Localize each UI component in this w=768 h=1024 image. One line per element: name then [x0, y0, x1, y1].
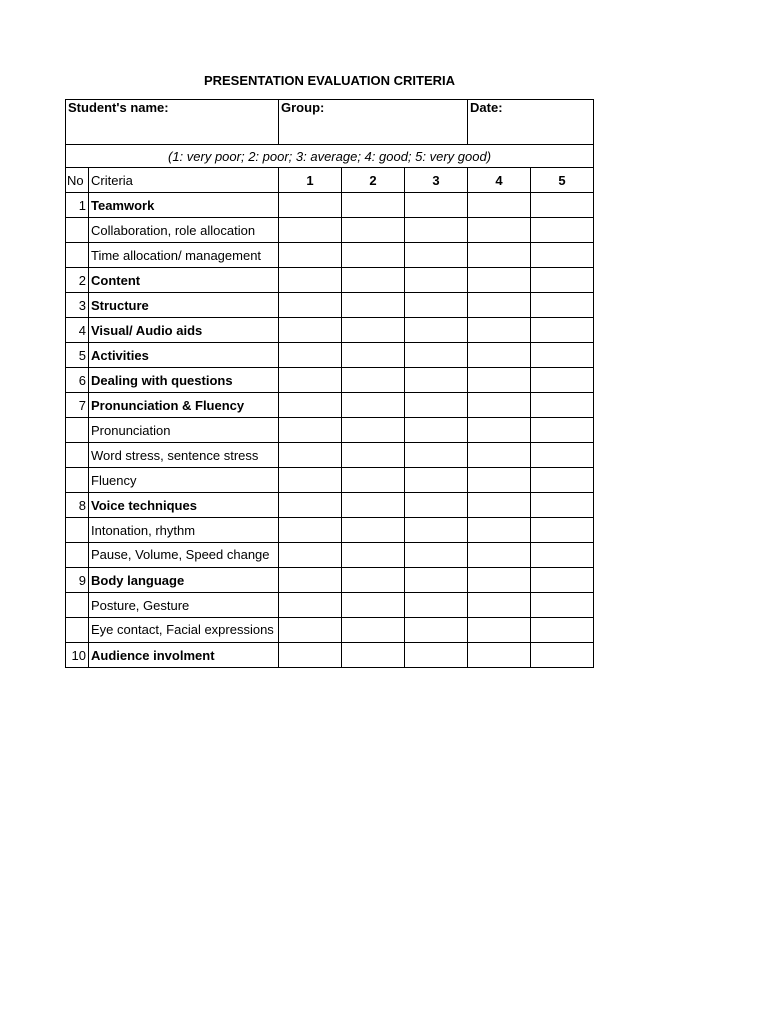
table-row [66, 568, 594, 593]
score-cell-3[interactable] [405, 593, 468, 618]
criterion-label: Pronunciation [89, 418, 279, 443]
table-row [66, 243, 594, 268]
score-cell-1[interactable] [279, 343, 342, 368]
score-cell-2[interactable] [342, 643, 405, 668]
score-cell-2[interactable] [342, 343, 405, 368]
score-cell-1[interactable] [279, 218, 342, 243]
criterion-label: Teamwork [89, 193, 279, 218]
score-cell-1[interactable] [279, 568, 342, 593]
criterion-label: Collaboration, role allocation [89, 218, 279, 243]
score-cell-3[interactable] [405, 643, 468, 668]
scale-row [66, 145, 594, 168]
score-cell-4[interactable] [468, 368, 531, 393]
score-cell-3[interactable] [405, 193, 468, 218]
page-title: PRESENTATION EVALUATION CRITERIA [203, 73, 456, 88]
score-cell-4[interactable] [468, 243, 531, 268]
score-cell-2[interactable] [342, 243, 405, 268]
score-cell-2[interactable] [342, 568, 405, 593]
criterion-label: Intonation, rhythm [89, 518, 279, 543]
score-cell-2[interactable] [342, 193, 405, 218]
score-cell-2[interactable] [342, 443, 405, 468]
score-cell-5[interactable] [531, 568, 594, 593]
score-cell-5[interactable] [531, 243, 594, 268]
score-cell-2[interactable] [342, 218, 405, 243]
score-cell-3[interactable] [405, 268, 468, 293]
table-row [66, 468, 594, 493]
criterion-number [66, 543, 89, 568]
score-cell-4[interactable] [468, 218, 531, 243]
criterion-label: Voice techniques [89, 493, 279, 518]
score-cell-5[interactable] [531, 593, 594, 618]
date-label: Date: [470, 100, 503, 115]
criterion-number [66, 218, 89, 243]
table-row [66, 218, 594, 243]
criterion-number: 3 [66, 293, 89, 318]
score-cell-3[interactable] [405, 293, 468, 318]
score-cell-3[interactable] [405, 418, 468, 443]
info-row [66, 100, 594, 145]
criterion-number [66, 468, 89, 493]
table-row [66, 368, 594, 393]
score-cell-5[interactable] [531, 368, 594, 393]
criterion-number [66, 618, 89, 643]
criterion-label: Pause, Volume, Speed change [89, 543, 279, 568]
score-cell-4[interactable] [468, 468, 531, 493]
date-field[interactable] [468, 100, 594, 145]
criterion-number: 7 [66, 393, 89, 418]
score-cell-5[interactable] [531, 193, 594, 218]
score-cell-2[interactable] [342, 593, 405, 618]
criterion-label: Posture, Gesture [89, 593, 279, 618]
criterion-number: 2 [66, 268, 89, 293]
score-cell-5[interactable] [531, 218, 594, 243]
no-header: No [66, 168, 89, 193]
criterion-label: Time allocation/ management [89, 243, 279, 268]
criterion-number: 6 [66, 368, 89, 393]
criterion-number [66, 443, 89, 468]
score-cell-1[interactable] [279, 293, 342, 318]
score-cell-3[interactable] [405, 618, 468, 643]
score-cell-3[interactable] [405, 443, 468, 468]
score-cell-4[interactable] [468, 493, 531, 518]
group-field[interactable] [279, 100, 468, 145]
criterion-number [66, 593, 89, 618]
student-name-label: Student's name: [68, 100, 169, 115]
score-cell-3[interactable] [405, 468, 468, 493]
table-row [66, 193, 594, 218]
criterion-number: 1 [66, 193, 89, 218]
score-cell-2[interactable] [342, 393, 405, 418]
score-cell-1[interactable] [279, 643, 342, 668]
score-cell-4[interactable] [468, 393, 531, 418]
table-row [66, 293, 594, 318]
score-cell-5[interactable] [531, 443, 594, 468]
criterion-label: Body language [89, 568, 279, 593]
score-cell-4[interactable] [468, 443, 531, 468]
criterion-label: Word stress, sentence stress [89, 443, 279, 468]
score-cell-5[interactable] [531, 318, 594, 343]
score-cell-1[interactable] [279, 318, 342, 343]
score-cell-2[interactable] [342, 368, 405, 393]
score-cell-3[interactable] [405, 218, 468, 243]
score-cell-2[interactable] [342, 618, 405, 643]
criterion-number: 5 [66, 343, 89, 368]
criterion-label: Audience involment [89, 643, 279, 668]
score-cell-3[interactable] [405, 543, 468, 568]
table-row [66, 268, 594, 293]
table-row [66, 343, 594, 368]
score-cell-3[interactable] [405, 243, 468, 268]
score-cell-5[interactable] [531, 493, 594, 518]
score-header-1: 1 [279, 168, 342, 193]
score-cell-2[interactable] [342, 518, 405, 543]
score-cell-1[interactable] [279, 543, 342, 568]
criterion-label: Visual/ Audio aids [89, 318, 279, 343]
score-cell-4[interactable] [468, 543, 531, 568]
criterion-label: Activities [89, 343, 279, 368]
score-header-4: 4 [468, 168, 531, 193]
criterion-label: Dealing with questions [89, 368, 279, 393]
score-cell-2[interactable] [342, 543, 405, 568]
criterion-number: 4 [66, 318, 89, 343]
score-cell-1[interactable] [279, 193, 342, 218]
score-cell-4[interactable] [468, 618, 531, 643]
score-cell-4[interactable] [468, 643, 531, 668]
score-header-5: 5 [531, 168, 594, 193]
score-cell-1[interactable] [279, 393, 342, 418]
table-row [66, 443, 594, 468]
score-cell-1[interactable] [279, 368, 342, 393]
score-cell-4[interactable] [468, 593, 531, 618]
score-cell-5[interactable] [531, 618, 594, 643]
criterion-label: Structure [89, 293, 279, 318]
scale-note: (1: very poor; 2: poor; 3: average; 4: good; 5: very good) [66, 145, 594, 168]
score-cell-1[interactable] [279, 493, 342, 518]
score-cell-2[interactable] [342, 268, 405, 293]
criterion-number: 9 [66, 568, 89, 593]
score-cell-3[interactable] [405, 393, 468, 418]
criterion-number: 8 [66, 493, 89, 518]
criteria-header: Criteria [89, 168, 279, 193]
score-cell-5[interactable] [531, 393, 594, 418]
score-cell-1[interactable] [279, 243, 342, 268]
score-cell-5[interactable] [531, 468, 594, 493]
score-cell-4[interactable] [468, 518, 531, 543]
score-cell-2[interactable] [342, 468, 405, 493]
score-cell-1[interactable] [279, 418, 342, 443]
score-cell-5[interactable] [531, 643, 594, 668]
score-header-3: 3 [405, 168, 468, 193]
score-cell-4[interactable] [468, 568, 531, 593]
criterion-label: Pronunciation & Fluency [89, 393, 279, 418]
table-row [66, 493, 594, 518]
criterion-label: Fluency [89, 468, 279, 493]
score-cell-3[interactable] [405, 343, 468, 368]
score-cell-4[interactable] [468, 268, 531, 293]
score-cell-5[interactable] [531, 343, 594, 368]
table-row [66, 543, 594, 568]
score-cell-5[interactable] [531, 268, 594, 293]
table-row [66, 318, 594, 343]
score-cell-5[interactable] [531, 293, 594, 318]
score-cell-1[interactable] [279, 618, 342, 643]
criterion-number [66, 418, 89, 443]
score-cell-4[interactable] [468, 318, 531, 343]
score-cell-3[interactable] [405, 318, 468, 343]
criterion-label: Content [89, 268, 279, 293]
criterion-number [66, 518, 89, 543]
table-row [66, 618, 594, 643]
table-row [66, 418, 594, 443]
score-cell-2[interactable] [342, 493, 405, 518]
criterion-number: 10 [66, 643, 89, 668]
score-cell-2[interactable] [342, 418, 405, 443]
score-cell-5[interactable] [531, 518, 594, 543]
student-name-field[interactable] [66, 100, 279, 145]
score-cell-4[interactable] [468, 343, 531, 368]
criterion-number [66, 243, 89, 268]
table-row [66, 593, 594, 618]
score-cell-1[interactable] [279, 518, 342, 543]
group-label: Group: [281, 100, 325, 115]
score-cell-5[interactable] [531, 543, 594, 568]
score-cell-1[interactable] [279, 443, 342, 468]
evaluation-table [65, 99, 594, 668]
header-row [66, 168, 594, 193]
score-cell-1[interactable] [279, 468, 342, 493]
table-row [66, 518, 594, 543]
criterion-label: Eye contact, Facial expressions [89, 618, 279, 643]
score-cell-3[interactable] [405, 518, 468, 543]
score-cell-2[interactable] [342, 293, 405, 318]
score-cell-3[interactable] [405, 368, 468, 393]
score-header-2: 2 [342, 168, 405, 193]
score-cell-3[interactable] [405, 568, 468, 593]
score-cell-4[interactable] [468, 193, 531, 218]
score-cell-5[interactable] [531, 418, 594, 443]
score-cell-4[interactable] [468, 418, 531, 443]
score-cell-4[interactable] [468, 293, 531, 318]
table-row [66, 643, 594, 668]
score-cell-2[interactable] [342, 318, 405, 343]
score-cell-1[interactable] [279, 593, 342, 618]
score-cell-1[interactable] [279, 268, 342, 293]
score-cell-3[interactable] [405, 493, 468, 518]
table-row [66, 393, 594, 418]
